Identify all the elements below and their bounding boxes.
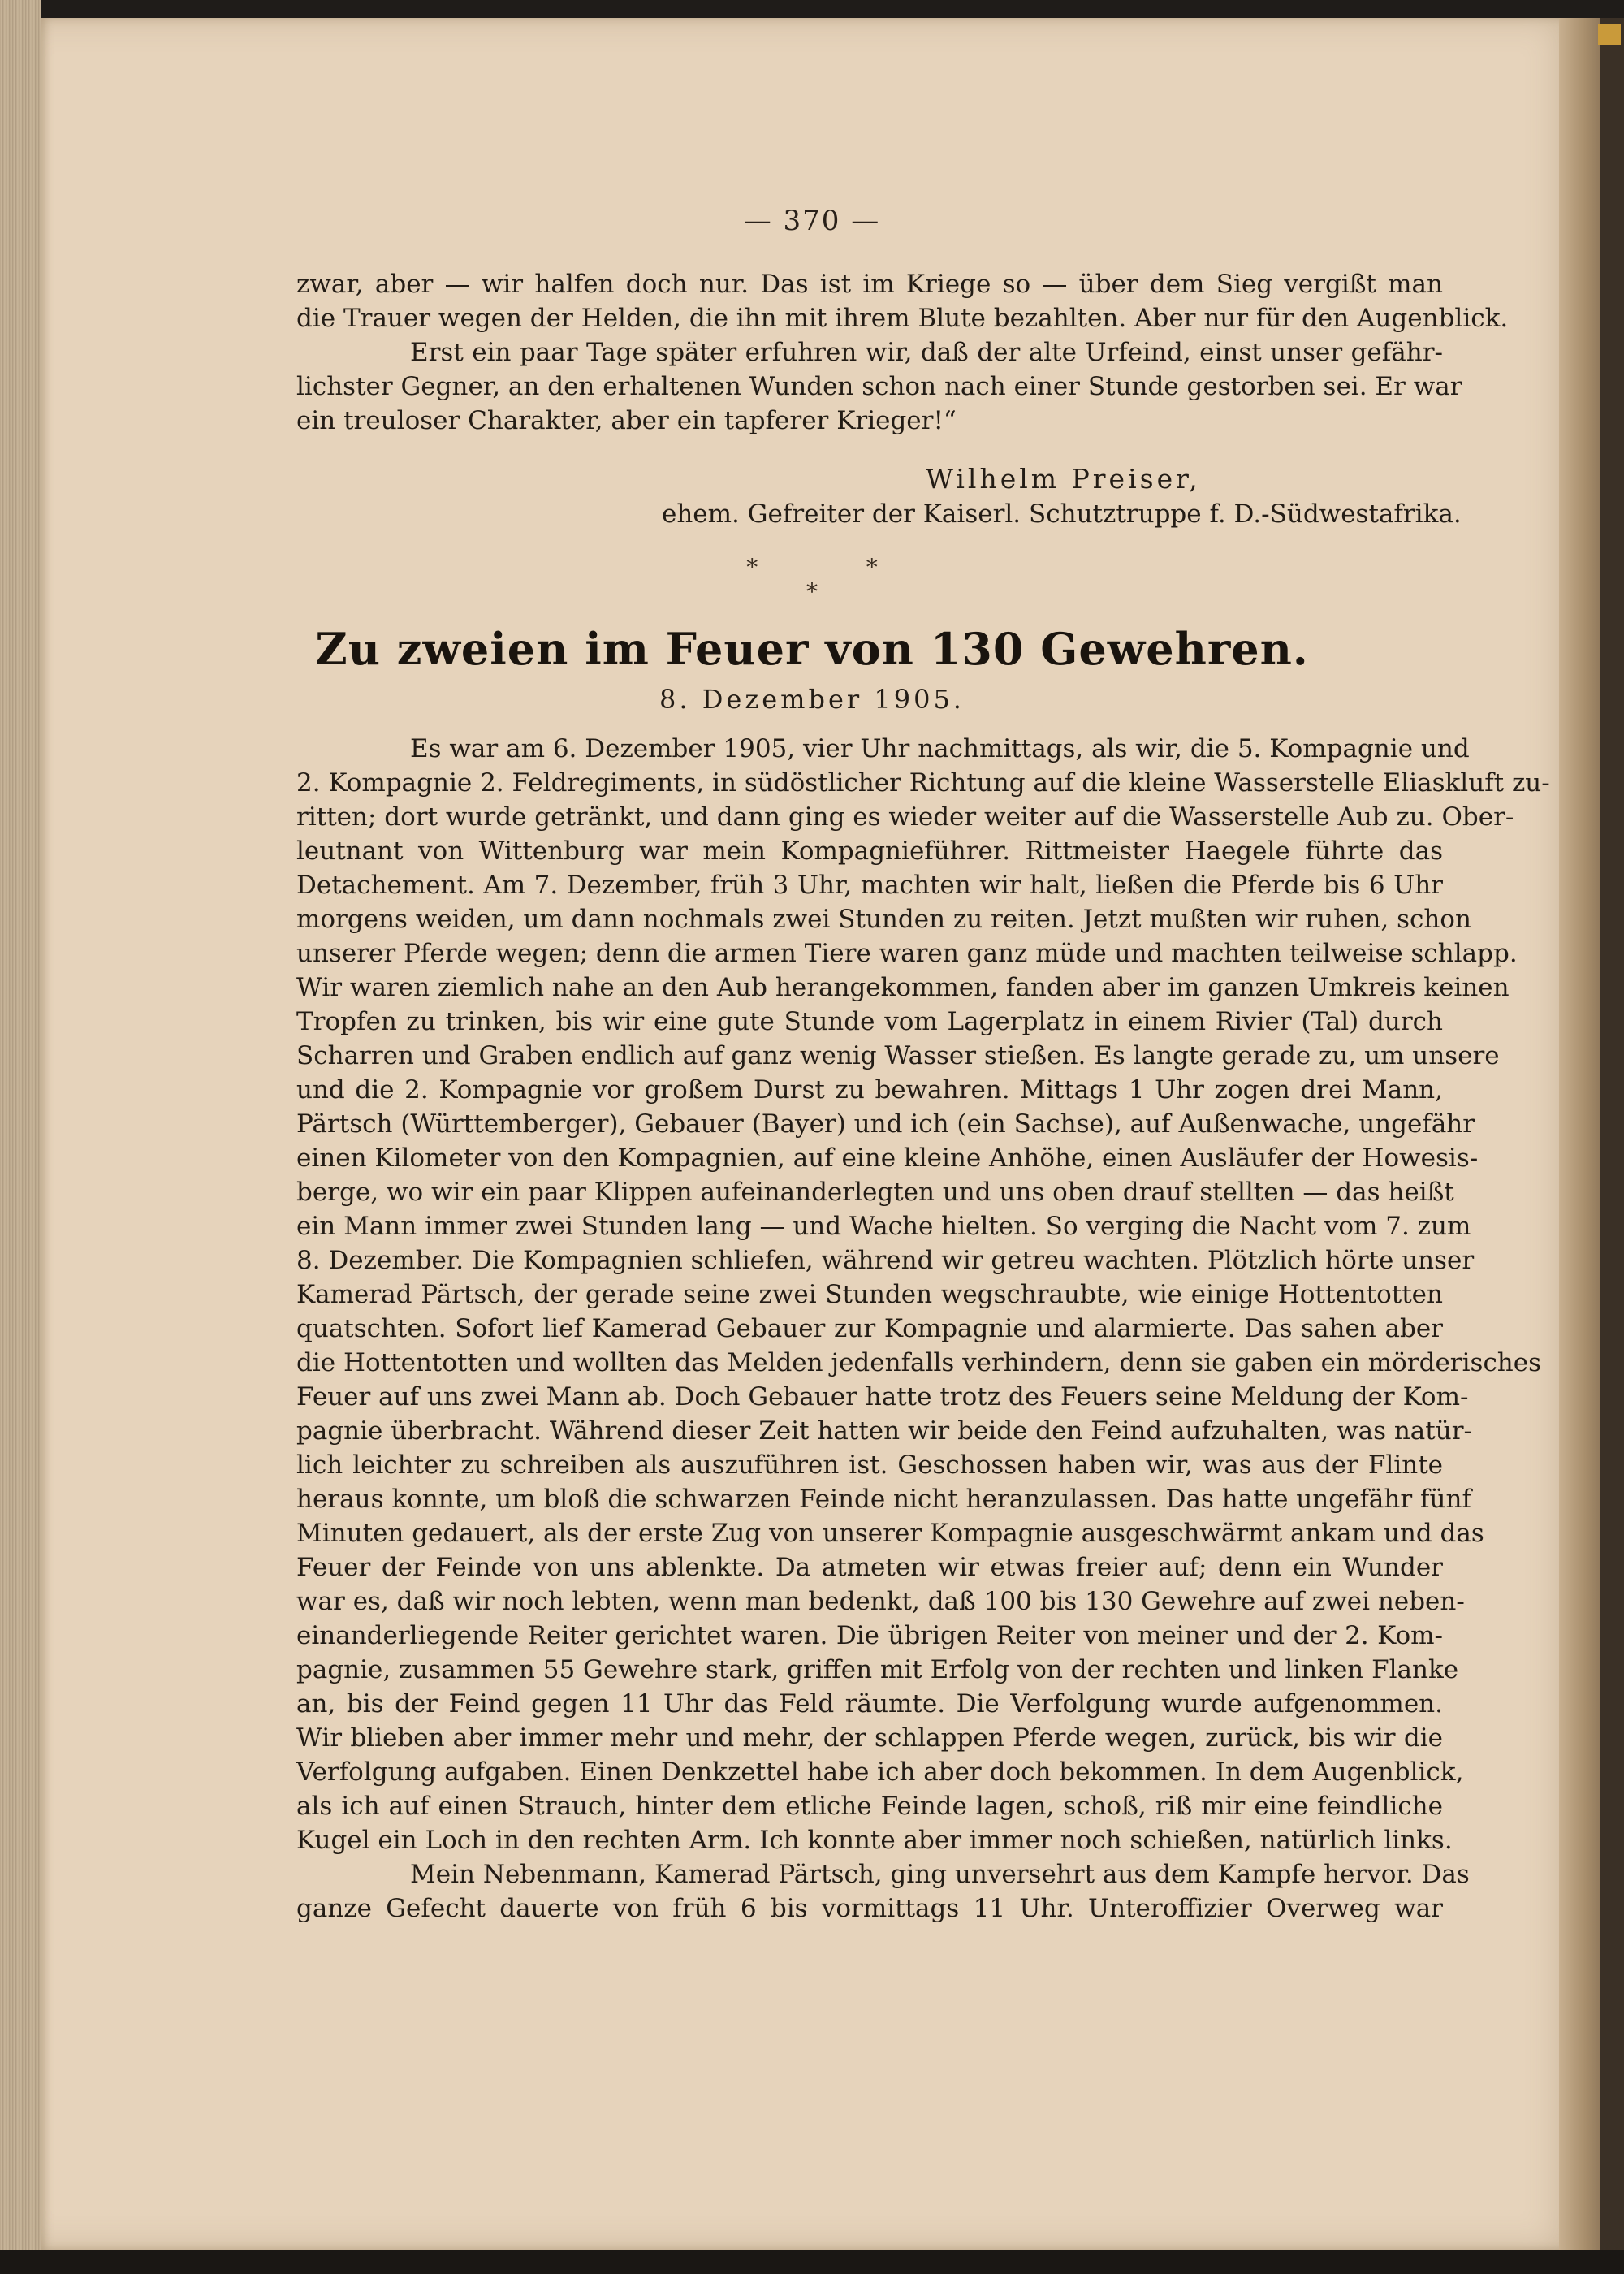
scan-top-border	[0, 0, 1624, 18]
text-line: Mein Nebenmann, Kamerad Pärtsch, ging unversehrt aus dem Kampfe hervor. Das	[410, 1860, 1470, 1889]
text-line: ein treuloser Charakter, aber ein tapferer Krieger!“	[296, 406, 957, 435]
binding-edge	[1600, 18, 1624, 2250]
text-line: Pärtsch (Württemberger), Gebauer (Bayer) und ich (ein Sachse), auf Außenwache, ungefähr	[296, 1109, 1475, 1139]
text-line: pagnie, zusammen 55 Gewehre stark, griffen mit Erfolg von der rechten und linken Flanke	[296, 1655, 1459, 1684]
text-line: zwar, aber — wir halfen doch nur. Das ist im Kriege so — über dem Sieg vergißt man	[296, 270, 1443, 299]
text-line: unserer Pferde wegen; denn die armen Tiere waren ganz müde und machten teilweise schlapp.	[296, 939, 1518, 968]
separator-stars-top: * *	[746, 554, 878, 581]
text-line: ritten; dort wurde getränkt, und dann ging es wieder weiter auf die Wasserstelle Aub zu. Ober-	[296, 802, 1514, 832]
text-line: Kugel ein Loch in den rechten Arm. Ich konnte aber immer noch schießen, natürlich links.	[296, 1826, 1453, 1855]
page-stack-edge	[0, 0, 41, 2274]
text-line: und die 2. Kompagnie vor großem Durst zu bewahren. Mittags 1 Uhr zogen drei Mann,	[296, 1075, 1443, 1105]
page-number: — 370 —	[743, 205, 881, 237]
text-line: einanderliegende Reiter gerichtet waren. Die übrigen Reiter von meiner und der 2. Kom-	[296, 1621, 1443, 1650]
signature-name: Wilhelm Preiser,	[926, 463, 1201, 495]
scan-bottom-border	[0, 2250, 1624, 2274]
text-line: Wir waren ziemlich nahe an den Aub herangekommen, fanden aber im ganzen Umkreis keinen	[296, 973, 1510, 1002]
color-marker-tab	[1598, 24, 1621, 45]
text-line: Detachement. Am 7. Dezember, früh 3 Uhr, machten wir halt, ließen die Pferde bis 6 Uhr	[296, 871, 1443, 900]
text-line: Minuten gedauert, als der erste Zug von unserer Kompagnie ausgeschwärmt ankam und das	[296, 1519, 1484, 1548]
text-line: Scharren und Graben endlich auf ganz wenig Wasser stießen. Es langte gerade zu, um unsere	[296, 1041, 1500, 1070]
text-line: pagnie überbracht. Während dieser Zeit hatten wir beide den Feind aufzuhalten, was natür-	[296, 1416, 1472, 1446]
section-heading: Zu zweien im Feuer von 130 Gewehren.	[315, 623, 1309, 675]
text-line: heraus konnte, um bloß die schwarzen Feinde nicht heranzulassen. Das hatte ungefähr fünf	[296, 1485, 1471, 1514]
text-line: die Hottentotten und wollten das Melden jedenfalls verhindern, denn sie gaben ein mörderisches	[296, 1348, 1542, 1377]
text-line: Wir blieben aber immer mehr und mehr, der schlappen Pferde wegen, zurück, bis wir die	[296, 1723, 1443, 1753]
text-line: Es war am 6. Dezember 1905, vier Uhr nachmittags, als wir, die 5. Kompagnie und	[410, 734, 1470, 763]
text-line: einen Kilometer von den Kompagnien, auf eine kleine Anhöhe, einen Ausläufer der Howesis-	[296, 1143, 1479, 1173]
section-date: 8. Dezember 1905.	[659, 684, 965, 715]
text-line: Erst ein paar Tage später erfuhren wir, daß der alte Urfeind, einst unser gefähr-	[410, 338, 1443, 367]
text-line: lichster Gegner, an den erhaltenen Wunden schon nach einer Stunde gestorben sei. Er war	[296, 372, 1462, 401]
text-line: leutnant von Wittenburg war mein Kompagnieführer. Rittmeister Haegele führte das	[296, 837, 1443, 866]
text-line: war es, daß wir noch lebten, wenn man bedenkt, daß 100 bis 130 Gewehre auf zwei neben-	[296, 1587, 1465, 1616]
separator-star-bottom: *	[806, 578, 818, 605]
text-line: ganze Gefecht dauerte von früh 6 bis vormittags 11 Uhr. Unteroffizier Overweg war	[296, 1894, 1443, 1923]
text-line: morgens weiden, um dann nochmals zwei Stunden zu reiten. Jetzt mußten wir ruhen, schon	[296, 905, 1471, 934]
text-line: an, bis der Feind gegen 11 Uhr das Feld räumte. Die Verfolgung wurde aufgenommen.	[296, 1689, 1443, 1718]
text-line: Verfolgung aufgaben. Einen Denkzettel habe ich aber doch bekommen. In dem Augenblick,	[296, 1757, 1464, 1787]
text-line: lich leichter zu schreiben als auszuführen ist. Geschossen haben wir, was aus der Flinte	[296, 1450, 1443, 1480]
text-line: die Trauer wegen der Helden, die ihn mit ihrem Blute bezahlten. Aber nur für den Augenblick.	[296, 304, 1509, 333]
book-page	[41, 18, 1583, 2250]
text-line: berge, wo wir ein paar Klippen aufeinanderlegten und uns oben drauf stellten — das heißt	[296, 1178, 1454, 1207]
text-line: Feuer auf uns zwei Mann ab. Doch Gebauer hatte trotz des Feuers seine Meldung der Kom-	[296, 1382, 1469, 1412]
text-line: Kamerad Pärtsch, der gerade seine zwei Stunden wegschraubte, wie einige Hottentotten	[296, 1280, 1443, 1309]
text-line: Feuer der Feinde von uns ablenkte. Da atmeten wir etwas freier auf; denn ein Wunder	[296, 1553, 1443, 1582]
text-line: als ich auf einen Strauch, hinter dem etliche Feinde lagen, schoß, riß mir eine feindliche	[296, 1792, 1443, 1821]
text-line: Tropfen zu trinken, bis wir eine gute Stunde vom Lagerplatz in einem Rivier (Tal) durch	[296, 1007, 1443, 1036]
text-line: 2. Kompagnie 2. Feldregiments, in südöstlicher Richtung auf die kleine Wasserstelle Eliaskluft zu-	[296, 768, 1550, 798]
text-line: ein Mann immer zwei Stunden lang — und Wache hielten. So verging die Nacht vom 7. zum	[296, 1212, 1471, 1241]
signature-title: ehem. Gefreiter der Kaiserl. Schutztruppe f. D.-Südwestafrika.	[662, 499, 1462, 529]
text-line: 8. Dezember. Die Kompagnien schliefen, während wir getreu wachten. Plötzlich hörte unser	[296, 1246, 1475, 1275]
text-line: quatschten. Sofort lief Kamerad Gebauer zur Kompagnie und alarmierte. Das sahen aber	[296, 1314, 1443, 1343]
